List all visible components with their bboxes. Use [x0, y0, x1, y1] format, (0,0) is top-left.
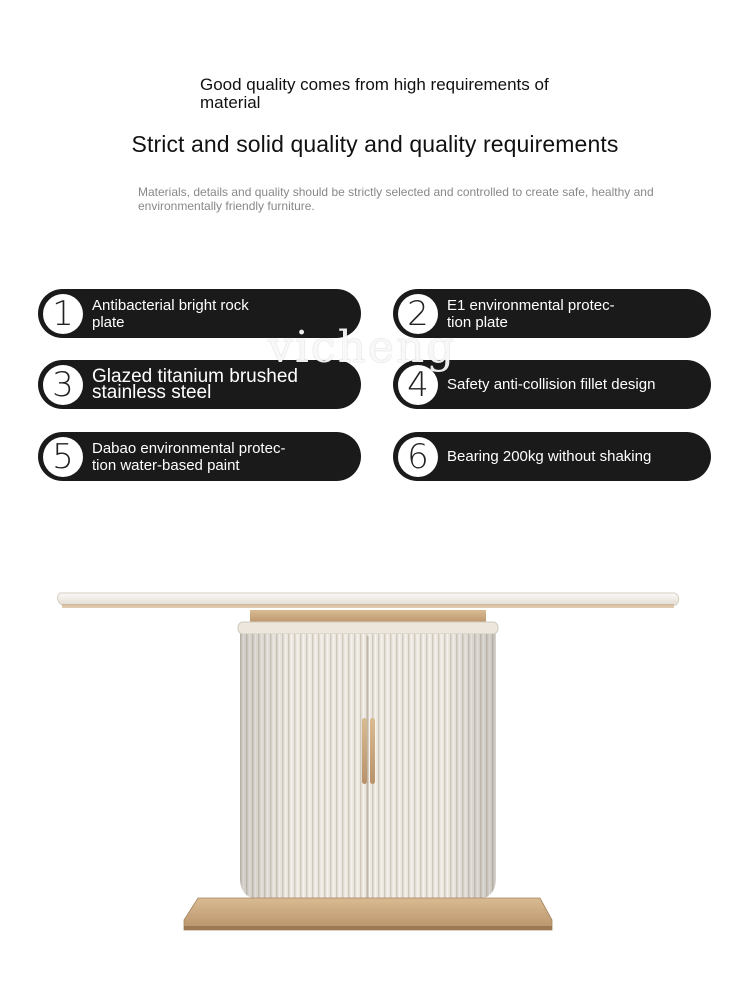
- feature-label: Safety anti-collision fillet design: [447, 376, 656, 393]
- feature-number: 4: [398, 365, 438, 405]
- feature-number: 3: [43, 365, 83, 405]
- description: Materials, details and quality should be strictly selected and controlled to create safe, healthy and environmentally friendly furniture.: [138, 185, 654, 213]
- feature-label: Antibacterial bright rock plate: [92, 296, 249, 331]
- feature-label: Bearing 200kg without shaking: [447, 448, 652, 465]
- feature-label: Dabao environmental protec- tion water-based paint: [92, 439, 286, 474]
- page-headline: Strict and solid quality and quality requirements: [131, 131, 619, 157]
- subheadline: Good quality comes from high requirements of material: [200, 75, 549, 112]
- feature-3: [38, 360, 361, 409]
- feature-2: [393, 289, 711, 338]
- feature-5: [38, 432, 361, 481]
- watermark: vicheng: [268, 322, 457, 373]
- feature-label: E1 environmental protec- tion plate: [447, 296, 615, 331]
- feature-label: Glazed titanium brushed stainless steel: [92, 365, 298, 403]
- feature-number: 6: [398, 437, 438, 477]
- console-table-image: [0, 560, 750, 960]
- feature-1: [38, 289, 361, 338]
- feature-4: [393, 360, 711, 409]
- feature-number: 1: [43, 294, 83, 334]
- feature-number: 2: [398, 294, 438, 334]
- feature-6: [393, 432, 711, 481]
- feature-number: 5: [43, 437, 83, 477]
